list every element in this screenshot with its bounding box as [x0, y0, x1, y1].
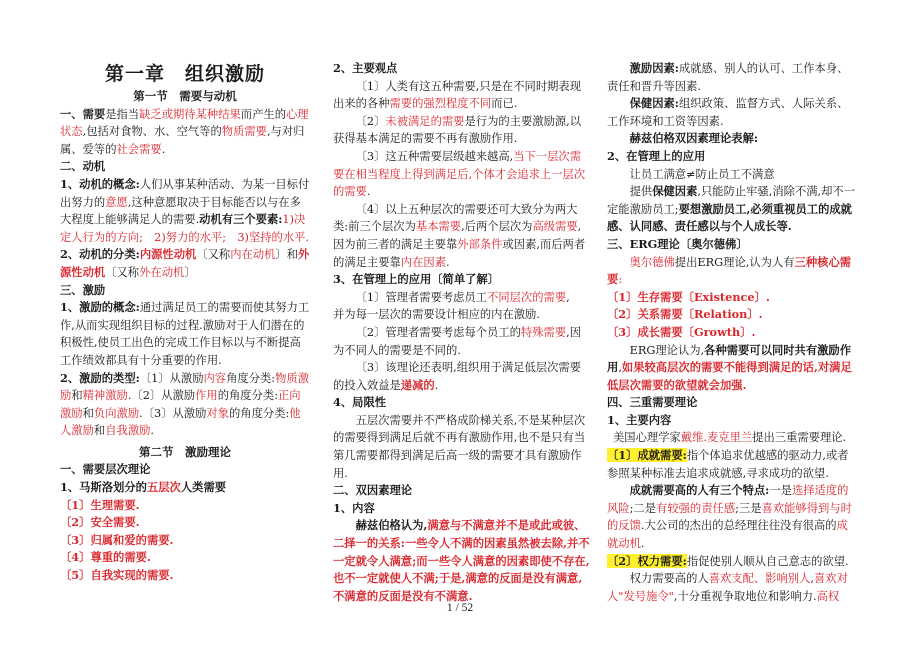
achievement-need	[607, 447, 857, 482]
highlight-text: 递减的	[400, 377, 435, 392]
text: 的角度分类:	[217, 389, 278, 403]
text: 〕和	[275, 248, 299, 262]
text: 权力需要高的人	[629, 572, 709, 586]
text: 是指当	[105, 107, 140, 121]
limits-heading: 4、局限性	[333, 395, 387, 410]
highlight-text: 高权	[816, 589, 840, 603]
column-right	[607, 60, 857, 605]
highlight-text: 不同层次的需要	[487, 290, 567, 304]
management-3	[333, 359, 591, 394]
text: 提出三重需要理论.	[752, 431, 847, 445]
text: ,只能防止牢骚,消除不满,却不一定能激励员工;	[607, 185, 856, 216]
highlight-text: 戴维.麦克里兰	[680, 431, 753, 445]
need-heading: 一、需要	[60, 106, 106, 121]
text: 〔又称	[196, 248, 231, 262]
text: 的角度分类:	[229, 406, 290, 420]
text: 人类需要	[180, 480, 227, 495]
motive-concept	[60, 176, 310, 246]
bold-text: 要想激励员工,必须重视员工的成就感、认同感、责任感以与个人成长等.	[607, 201, 852, 234]
point-1	[333, 78, 591, 113]
highlight-text: 三种核心需要	[607, 254, 852, 287]
highlight-text: 意愿	[105, 195, 128, 209]
limits-text: 五层次需要并不严格成阶梯关系,不是某种层次的需要得到满足后就不再有激励作用,也不是只有当第几需要都得到满足后高一级的需要才具有激励作用.	[333, 413, 586, 480]
subheading: 1、激励的概念:	[60, 300, 140, 315]
text: 1、马斯洛划分的	[60, 480, 147, 495]
motive-classification	[60, 246, 310, 281]
text: .	[434, 378, 439, 392]
herzberg-table-caption: 赫兹伯格双因素理论表解:	[629, 131, 759, 146]
text: .	[366, 185, 371, 199]
management-2	[333, 324, 591, 359]
text: ,因为不同人的需要是不同的.	[333, 325, 582, 357]
incentive-types	[60, 370, 310, 440]
text: 〔1〕从激励	[139, 371, 204, 385]
maslow-level: 〔4〕尊重的需要.	[60, 550, 151, 565]
content-heading: 1、主要内容	[607, 412, 672, 427]
highlight-text: 内容	[203, 371, 227, 385]
chapter-title: 第一章 组织激励	[104, 63, 265, 85]
subheading: 激励因素:	[629, 61, 679, 75]
text: 〔4〕以上五种层次的需要还可大致分为两大类:前三个层次为	[333, 202, 578, 234]
erg-item: 〔1〕生存需要〔Existence〕.	[607, 289, 770, 304]
maslow-level: 〔5〕自我实现的需要.	[60, 568, 174, 583]
text: .	[640, 537, 645, 551]
highlight-text: 他人激励	[60, 406, 301, 438]
bold-text: 动机有三个要素:	[199, 212, 283, 227]
text: 是行为的主要激励源,以获得基本满足的需要不再有激励作用.	[333, 114, 582, 146]
subheading: 保健因素:	[629, 96, 679, 111]
text: 〔3〕这五种需要层级越来越高,	[355, 149, 514, 163]
highlight-text: 成就动机	[607, 519, 848, 551]
text: ,后两个层次为	[461, 220, 533, 234]
highlight-text: 物质激励	[60, 371, 310, 403]
text: ,	[618, 361, 622, 375]
highlight-text: 内在动机	[230, 248, 276, 262]
text: .	[161, 142, 166, 156]
section-title-2: 第二节 激励理论	[139, 444, 231, 459]
bold-text: 各种需要可以同时共有激励作用	[607, 342, 852, 375]
highlight-text: 缺乏或期待某种结果	[139, 107, 241, 121]
text: 〔2〕管理者需要考虑每个员工的	[355, 325, 521, 339]
mcclelland-intro	[607, 429, 857, 447]
text: ;二是	[629, 501, 657, 515]
highlight-text: 五层次	[146, 480, 181, 495]
highlight-text: 奥尔德佛	[629, 255, 675, 269]
text: 通过满足员工的需要而使其努力工作,从而实现组织目标的过程.激励对于人们潜在的积极性,使员工出色的完成工作目标以与不断提高工作绩效都具有十分重要的作用.	[60, 301, 310, 367]
highlight-text: 如果较高层次的需要不能得到满足的话,对满足低层次需要的欲望就会加强.	[607, 360, 852, 392]
text: .	[446, 255, 450, 269]
text: .〔3〕从激励	[139, 406, 207, 420]
apply-text	[607, 183, 857, 236]
text: 组织政策、监督方式、人际关系、工作环境和工资等因素.	[607, 97, 849, 128]
text: 提供	[629, 185, 653, 199]
page-number: 1 / 52	[446, 602, 474, 614]
text: 赫兹伯格认为,	[355, 518, 428, 533]
text: :	[618, 273, 623, 287]
text: 提出ERG理论,认为人有	[674, 255, 795, 269]
highlight-text: 喜欢能够得到与时的反馈	[607, 501, 852, 533]
yellow-highlight: 〔2〕权力需要:	[607, 553, 687, 568]
erg-view	[607, 342, 857, 395]
point-4	[333, 201, 591, 271]
highlight-text: 物质需要	[221, 125, 267, 139]
highlight-text: 当下一层次需要在相当程度上得到满足后,个体才会追求上一层次的需要	[333, 149, 586, 199]
highlight-text: 有较强的责任感	[656, 501, 736, 515]
management-1	[333, 289, 591, 324]
text: 〔又称	[105, 265, 140, 279]
text: 美国心理学家	[613, 431, 681, 445]
text: 〔2〕	[355, 114, 386, 128]
highlight-text: 高级需要	[532, 220, 578, 234]
text: ,这种意愿取决于目标能否以与在多大程度上能够满足人的需要.	[60, 195, 301, 227]
text: 成就感、别人的认可、工作本身、责任和晋升等因素.	[607, 62, 849, 93]
needs-theory-heading: 一、需要层次理论	[60, 462, 151, 477]
point-2	[333, 113, 591, 148]
maslow-level: 〔1〕生理需要.	[60, 497, 140, 512]
subheading: 2、激励的类型:	[60, 370, 140, 385]
text: 指个体追求优越感的驱动力,或者参照某种标准去追求成就感,寻求成功的欲望.	[607, 449, 849, 480]
point-3	[333, 148, 591, 201]
maslow-level: 〔2〕安全需要.	[60, 515, 140, 530]
section-title-1: 第一节 需要与动机	[133, 89, 237, 103]
erg-intro	[607, 254, 857, 289]
text: 〔3〕该理论还表明,组织用于满足低层次需要的投入效益是	[333, 361, 582, 392]
highlight-text: 对象	[206, 406, 229, 420]
text: 角度分类:	[226, 371, 276, 385]
text: 而已.	[491, 97, 518, 111]
text: ,十分重视争取地位和影响力.	[673, 589, 817, 603]
text: ;三是	[735, 501, 762, 515]
highlight-text: 选择适度的风险	[607, 484, 849, 515]
text: .〔2〕从激励	[127, 389, 196, 403]
column-left	[60, 60, 310, 585]
maslow-level: 〔3〕归属和爱的需要.	[60, 532, 174, 547]
bold-text: 保健因素	[652, 184, 698, 199]
text: 和	[82, 406, 94, 420]
content-heading: 1、内容	[333, 500, 375, 515]
motive-heading: 二、动机	[60, 159, 106, 174]
highlight-text: 正向激励	[60, 389, 301, 420]
text: 〕	[184, 265, 196, 279]
text: ERG理论认为,	[629, 343, 705, 357]
dual-factor-heading: 二、双因素理论	[333, 483, 413, 498]
text: ,因为前三者的满足主要靠	[333, 220, 582, 251]
main-points-heading: 2、主要观点	[333, 61, 398, 75]
highlight-text: 喜欢支配、影响别人	[708, 572, 811, 586]
text: 〔1〕管理者需要考虑员工	[355, 290, 488, 304]
highlight-text: 社会需要	[116, 142, 162, 156]
dual-factor-text	[333, 517, 591, 605]
power-need	[607, 553, 857, 571]
highlight-text: 需要的强烈程度不同	[389, 97, 492, 111]
highlight-text: 内源性动机	[139, 247, 197, 262]
text: 或因素,而后两者的满足主要靠	[333, 237, 586, 269]
hygiene-factors	[607, 95, 857, 130]
text: 〔1〕人类有这五种需要,只是在不同时期表现出来的各种	[333, 79, 582, 111]
text: ,	[566, 290, 570, 304]
incentive-heading: 三、激励	[60, 282, 106, 297]
subheading: 2、动机的分类:	[60, 247, 140, 262]
incentive-concept	[60, 299, 310, 369]
text: .	[150, 424, 155, 438]
text: 指促使别人顺从自己意志的欲望.	[686, 554, 849, 568]
text: ,	[810, 572, 814, 586]
text: 和	[93, 424, 106, 438]
text: ,与对归属、爱等的	[60, 125, 305, 156]
bold-text: 成就需要高的人有三个特点:	[629, 483, 770, 498]
highlight-text: 1)决定人行为的方向; 2)努力的水平; 3)坚持的水平.	[60, 213, 310, 244]
highlight-text: 喜欢对人"发号施令"	[607, 572, 848, 603]
text: 并为每一层次的需要设计相应的内在激励.	[333, 308, 540, 322]
erg-heading: 三、ERG理论〔奥尔德佛〕	[607, 236, 748, 251]
text: 和	[71, 389, 83, 403]
maslow-intro	[60, 479, 310, 497]
highlight-text: 特殊需要	[520, 325, 567, 339]
management-heading: 2、在管理上的应用	[607, 148, 706, 163]
not-equal-line: 让员工满意≠防止员工不满意	[629, 167, 775, 181]
text: ,包括对食物、水、空气等的	[82, 125, 222, 139]
yellow-highlight: 〔1〕成就需要:	[607, 448, 687, 463]
highlight-text: 作用	[195, 389, 218, 403]
column-middle	[333, 60, 591, 605]
highlight-text: 外部条件	[457, 237, 503, 251]
highlight-text: 外源性动机	[60, 247, 310, 279]
text: .大公司的杰出的总经理往往没有很高的	[640, 519, 837, 533]
highlight-text: 心理状态	[60, 107, 309, 139]
motivators	[607, 60, 857, 95]
management-heading: 3、在管理上的应用〔简单了解〕	[333, 272, 500, 287]
achievement-traits	[607, 482, 857, 552]
three-needs-heading: 四、三重需要理论	[607, 395, 698, 410]
highlight-text: 未被满足的需要	[385, 114, 465, 128]
highlight-text: 精神激励	[82, 389, 128, 403]
power-more	[607, 570, 857, 605]
highlight-text: 外在动机	[139, 265, 185, 279]
highlight-text: 自我激励	[105, 424, 151, 438]
text: 一是	[769, 484, 792, 498]
highlight-text: 内在因素	[400, 255, 446, 269]
erg-item: 〔2〕关系需要〔Relation〕.	[607, 307, 763, 322]
subheading: 1、动机的概念:	[60, 176, 140, 191]
need-definition	[60, 106, 310, 159]
text: 人们从事某种活动、为某一目标付出努力的	[60, 177, 310, 209]
text: 而产生的	[240, 107, 286, 121]
erg-item: 〔3〕成长需要〔Growth〕.	[607, 324, 756, 339]
highlight-text: 满意与不满意并不是或此或彼、二择一的关系:一些令人不满的因素虽然被去除,并不一定就令人满意;而一些令人满意的因素即使不存在,也不一定就使人不满;于是,满意的反面是没有满意,不满意的反面是没有不满意.	[333, 518, 590, 603]
highlight-text: 基本需要	[415, 220, 462, 234]
highlight-text: 负向激励	[93, 406, 140, 420]
